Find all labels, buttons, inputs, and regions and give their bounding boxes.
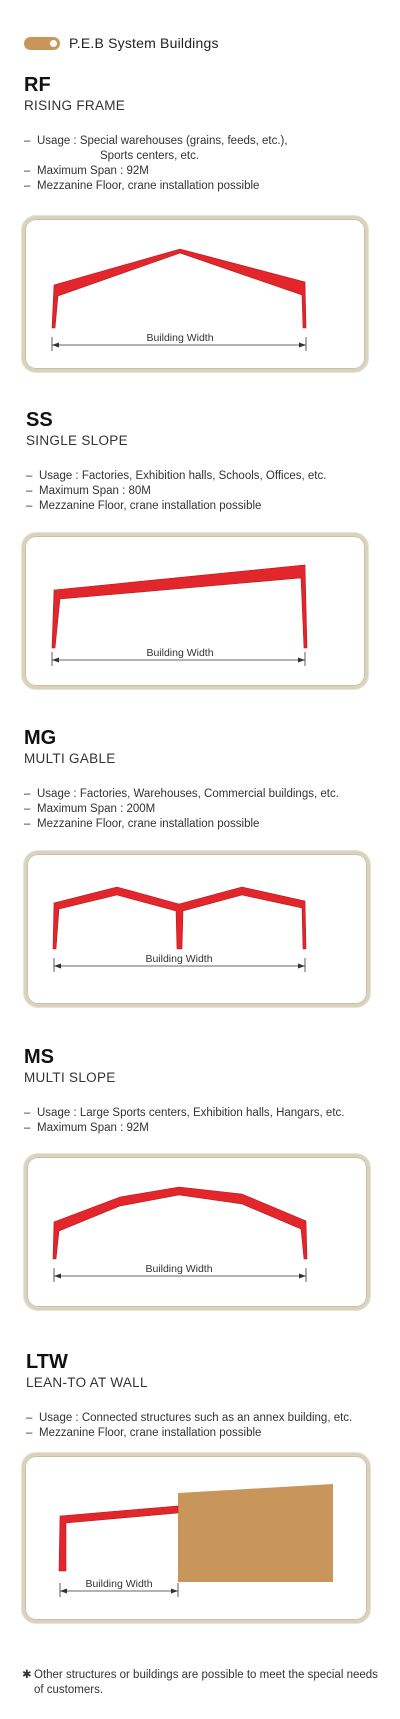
feature-item: – Maximum Span : 200M xyxy=(24,802,339,817)
ms-frame xyxy=(53,1187,307,1259)
dimension-label: Building Width xyxy=(146,647,214,659)
dimension-label: Building Width xyxy=(146,332,214,344)
dimension-label: Building Width xyxy=(145,1263,213,1275)
diagram-ltw xyxy=(22,1453,370,1623)
diagram-mg xyxy=(24,851,370,1007)
feature-item: – Usage : Factories, Warehouses, Commercial buildings, etc. xyxy=(24,787,339,802)
feature-list xyxy=(24,787,339,832)
building-name: SINGLE SLOPE xyxy=(26,433,128,448)
building-code: SS xyxy=(26,409,53,431)
ltw-frame xyxy=(59,1506,178,1571)
building-code: LTW xyxy=(26,1351,68,1373)
building-name: MULTI SLOPE xyxy=(24,1070,116,1085)
rf-frame xyxy=(52,249,306,328)
ss-frame xyxy=(52,565,307,648)
footer-text: Other structures or buildings are possible to meet the special needs of customers. xyxy=(34,1669,378,1696)
feature-item: – Usage : Large Sports centers, Exhibition halls, Hangars, etc. xyxy=(24,1106,344,1121)
ltw-wall xyxy=(178,1484,333,1582)
page-title: P.E.B System Buildings xyxy=(69,35,219,51)
building-code: MG xyxy=(24,727,57,749)
building-code: MS xyxy=(24,1046,54,1068)
diagram-ss xyxy=(22,533,368,689)
feature-item: – Usage : Special warehouses (grains, feeds, etc.), Sports centers, etc. xyxy=(24,134,288,164)
feature-item: – Mezzanine Floor, crane installation possible xyxy=(26,1426,352,1441)
feature-item: – Mezzanine Floor, crane installation possible xyxy=(24,817,339,832)
feature-item: – Usage : Factories, Exhibition halls, Schools, Offices, etc. xyxy=(26,469,326,484)
building-name: LEAN-TO AT WALL xyxy=(26,1375,148,1390)
building-name: MULTI GABLE xyxy=(24,751,116,766)
feature-list xyxy=(24,1106,344,1136)
feature-list xyxy=(24,134,288,194)
feature-list xyxy=(26,1411,352,1441)
feature-list xyxy=(26,469,326,514)
diagram-rf xyxy=(22,216,368,372)
footer-note xyxy=(22,1668,384,1698)
feature-item: – Maximum Span : 92M xyxy=(24,1121,344,1136)
page-header xyxy=(24,31,219,55)
feature-item: – Maximum Span : 92M xyxy=(24,164,288,179)
feature-item: – Usage : Connected structures such as an annex building, etc. xyxy=(26,1411,352,1426)
diagram-ms xyxy=(24,1154,370,1310)
mg-frame xyxy=(53,887,306,949)
feature-item: – Mezzanine Floor, crane installation possible xyxy=(26,499,326,514)
toggle-pill-icon xyxy=(24,37,60,50)
dimension-label: Building Width xyxy=(145,953,213,965)
building-code: RF xyxy=(24,74,51,96)
asterisk-icon: ✱ xyxy=(22,1669,32,1681)
feature-item: – Maximum Span : 80M xyxy=(26,484,326,499)
feature-item: – Mezzanine Floor, crane installation possible xyxy=(24,179,288,194)
building-name: RISING FRAME xyxy=(24,98,126,113)
dimension-label: Building Width xyxy=(85,1578,153,1590)
